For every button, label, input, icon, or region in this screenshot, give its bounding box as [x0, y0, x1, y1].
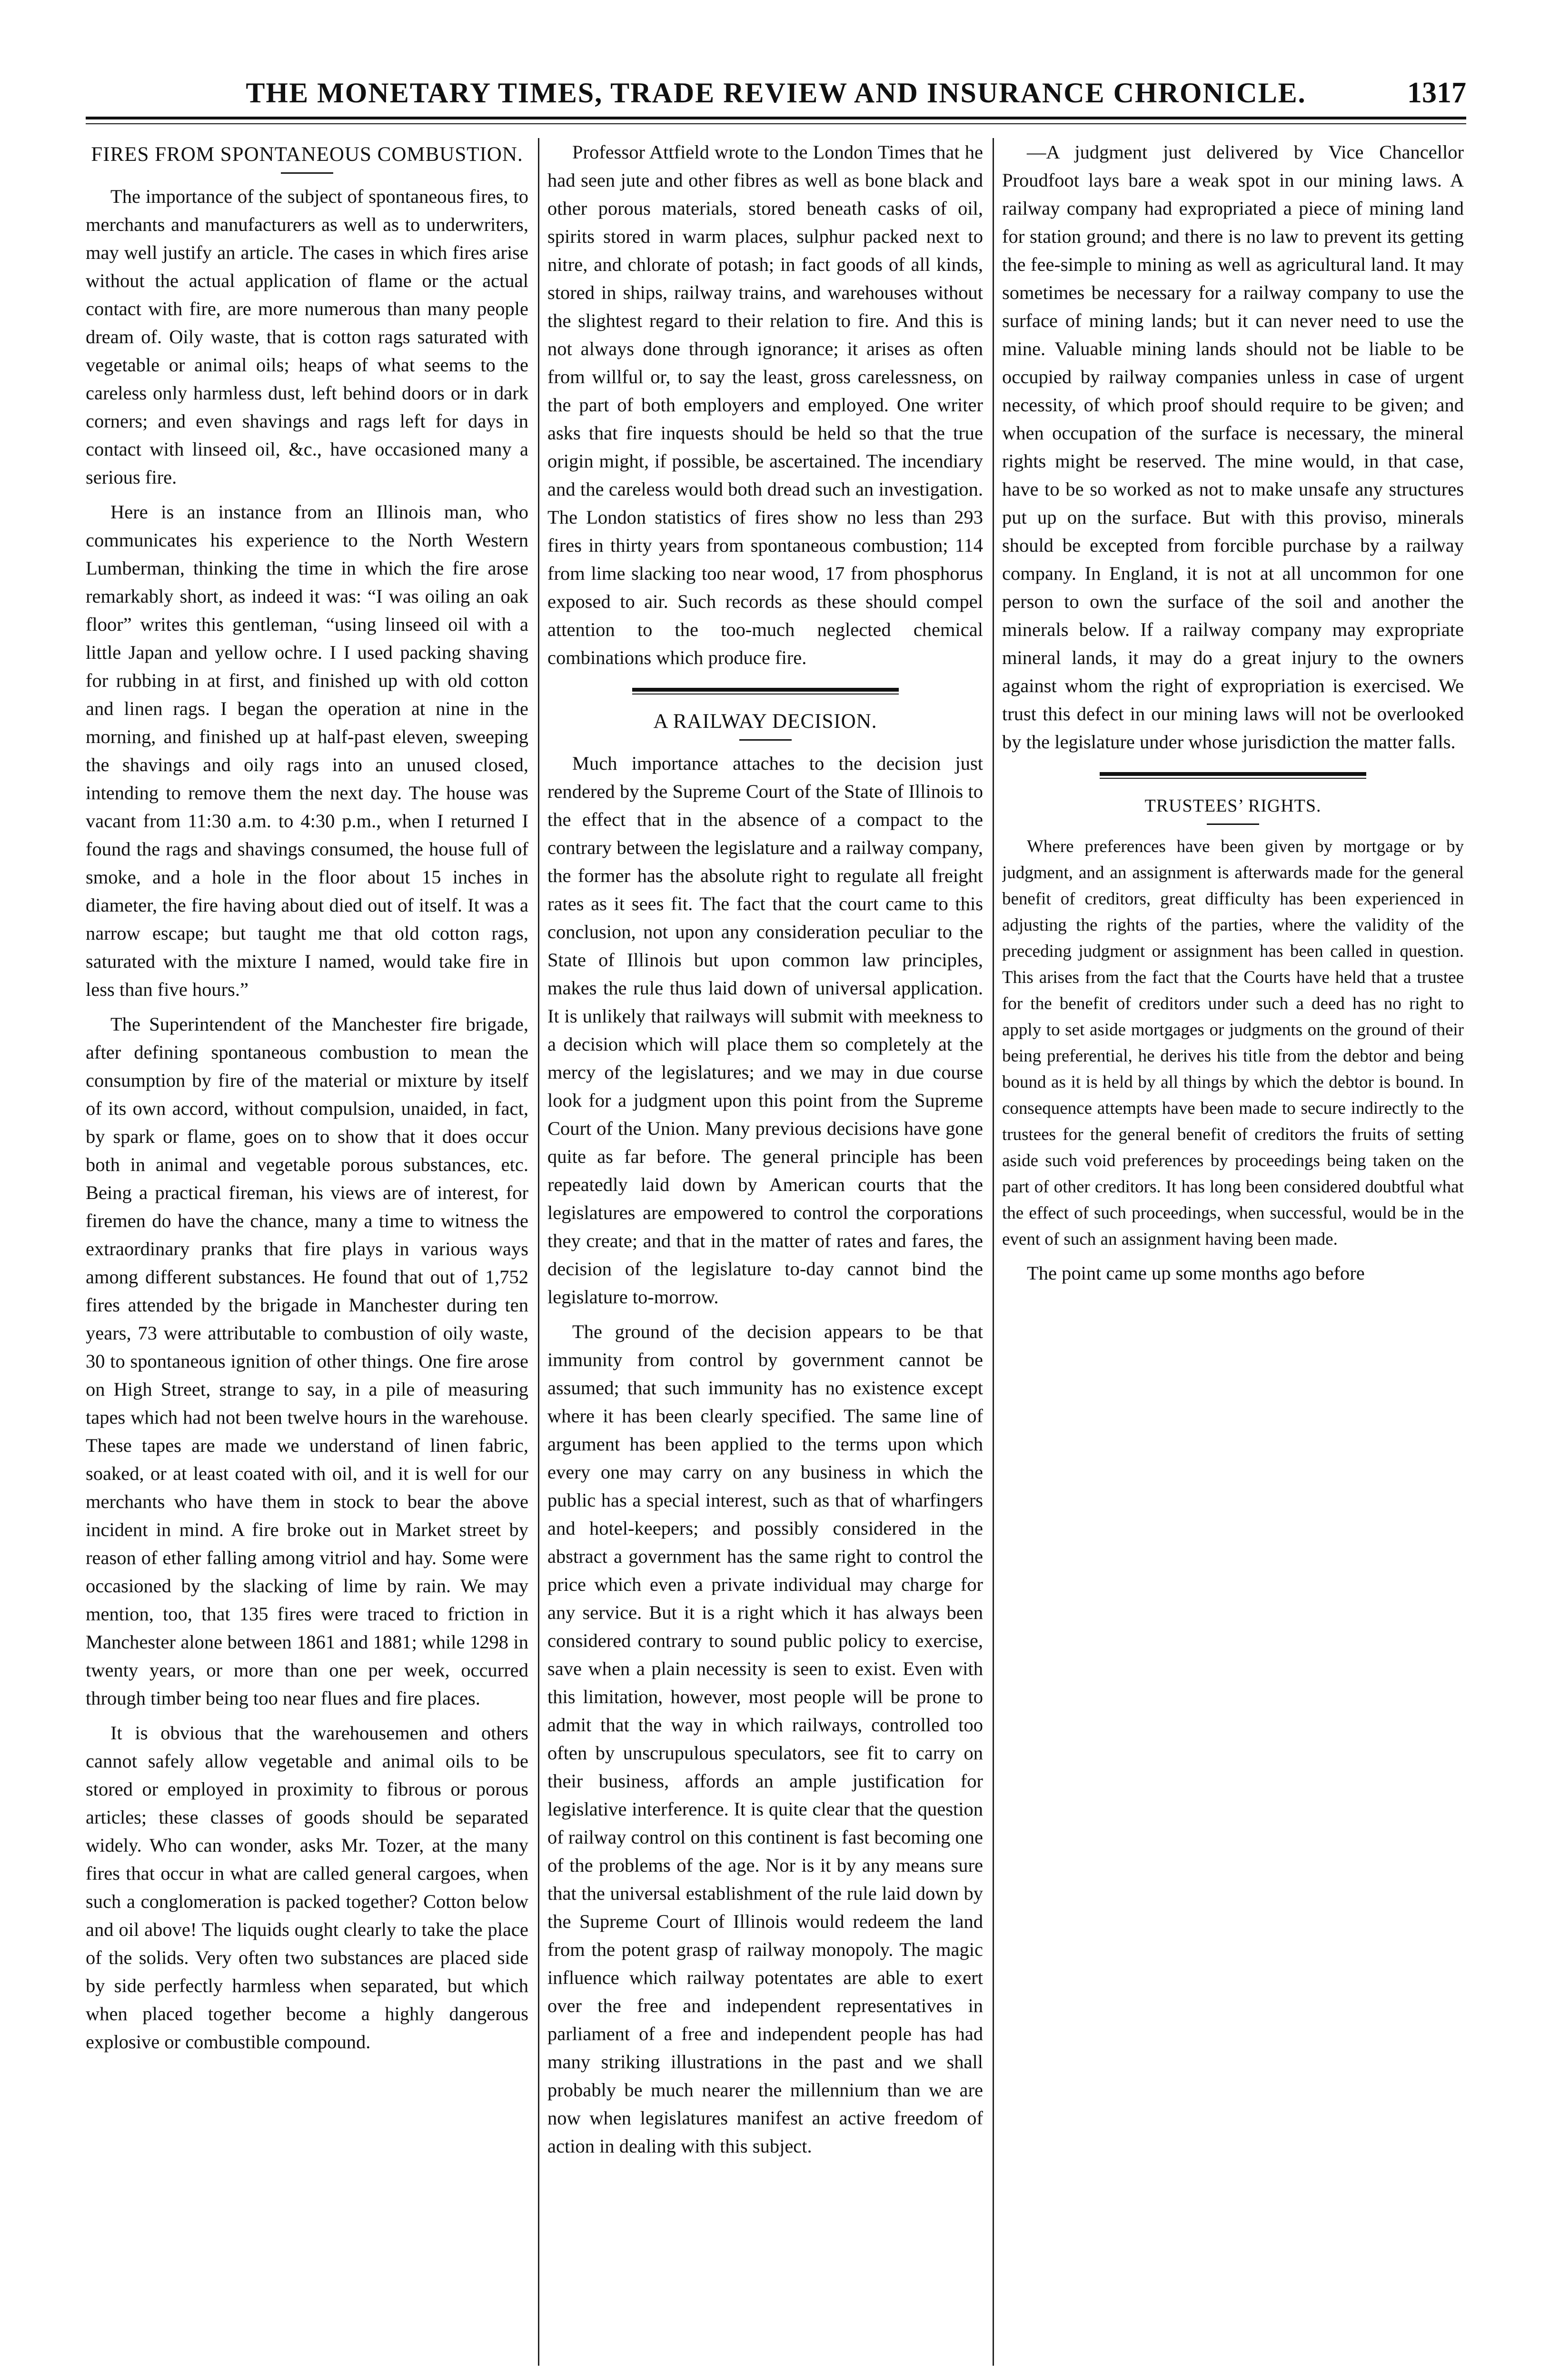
- fires-paragraph: Professor Attfield wrote to the London Times that he had seen jute and other fibres as well as bone black and other porous materials, stored beneath casks of oil, spirits stored in warm places, sulphur packed next to nitre, and chlorate of potash; in fact goods of all kinds, stored in ships, railway trains, and warehouses without the slightest regard to their relation to fire. And this is not always done through ignorance; it arises as often from willful or, to say the least, gross carelessness, on the part of both employers and employed. One writer asks that fire inquests should be held so that the true origin might, if possible, be ascertained. The incendiary and the careless would both dread such an investigation. The London statistics of fires show no less than 293 fires in thirty years from spontaneous combustion; 114 from lime slacking too near wood, 17 from phosphorus exposed to air. Such records as these should compel attention to the too-much neglected chemical combinations which produce fire.: [547, 141, 983, 668]
- column-3: [1002, 138, 1464, 2366]
- newspaper-title: THE MONETARY TIMES, TRADE REVIEW AND INSURANCE CHRONICLE.: [246, 77, 1306, 109]
- section-divider: [632, 688, 899, 694]
- masthead: [86, 71, 1466, 114]
- column-1: [86, 138, 528, 2366]
- railway-paragraph: The ground of the decision appears to be that immunity from control by government cannot be assumed; that such immunity has no existence except where it has been clearly specified. The same line of argument has been applied to the terms upon which every one may carry on any business in which the public has a special interest, such as that of wharfingers and hotel-keepers; and possibly considered in the abstract a government has the same right to control the price which even a private individual may charge for any service. But it is a right which it has always been considered contrary to sound public policy to exercise, save when a plain necessity is seen to exist. Even with this limitation, however, most people will be prone to admit that the way in which railways, controlled too often by unscrupulous speculators, see fit to carry on their business, affords an ample justification for legislative interference. It is quite clear that the question of railway control on this continent is fast becoming one of the problems of the age. Nor is it by any means sure that the universal establishment of the rule laid down by the Supreme Court of Illinois would redeem the land from the potent grasp of railway monopoly. The magic influence which railway potentates are able to exert over the free and independent representatives in parliament of a free and independent people has had many striking illustrations in the past and we shall probably be much nearer the millennium than we are now when legislatures manifest an active freedom of action in dealing with this subject.: [547, 1321, 983, 2157]
- trustees-paragraph: Where preferences have been given by mortgage or by judgment, and an assignment is afterwards made for the general benefit of creditors, great difficulty has been experienced in adjusting the rights of the parties, where the validity of the preceding judgment or assignment has been called in question. This arises from the fact that the Courts have held that a trustee for the benefit of creditors under such a deed has no right to apply to set aside mortgages or judgments on the ground of their being preferential, he derives his title from the debtor and being bound as it is held by all things by which the debtor is bound. In consequence attempts have been made to secure indirectly to the trustees for the general benefit of creditors the fruits of setting aside such void preferences by proceedings being taken on the part of other creditors. It has long been considered doubtful what the effect of such proceedings, when successful, would be in the event of such an assignment having been made.: [1002, 837, 1464, 1249]
- mining-paragraph: —A judgment just delivered by Vice Chancellor Proudfoot lays bare a weak spot in our mining laws. A railway company had expropriated a piece of mining land for station ground; and there is no law to prevent its getting the fee-simple to mining as well as agricultural land. It may sometimes be necessary for a railway company to use the surface of mining lands; but it can never need to use the mine. Valuable mining lands should not be liable to be occupied by railway companies unless in case of urgent necessity, of which proof should require to be given; and when occupation of the surface is necessary, the mineral rights might be reserved. The mine would, in that case, have to be so worked as not to make unsafe any structures put up on the surface. But with this proviso, minerals should be excepted from forcible purchase by a railway company. In England, it is not at all uncommon for one person to own the surface of the soil and another the minerals below. If a railway company may expropriate mineral lands, it may do a great injury to the owners against whom the right of expropriation is exercised. We trust this defect in our mining laws will not be overlooked by the legislature under whose jurisdiction the matter falls.: [1002, 141, 1464, 753]
- fires-paragraph: The importance of the subject of spontaneous fires, to merchants and manufacturers as well as to underwriters, may well justify an article. The cases in which fires arise without the actual application of flame or the actual contact with fire, are more numerous than many people dream of. Oily waste, that is cotton rags saturated with vegetable or animal oils; heaps of what seems to the careless only harmless dust, left behind doors or in dark corners; and even shavings and rags left for days in contact with linseed oil, &c., have occasioned many a serious fire.: [86, 186, 528, 488]
- title-rule: [739, 739, 792, 741]
- railway-paragraph: Much importance attaches to the decision just rendered by the Supreme Court of the State of Illinois to the effect that in the absence of a compact to the contrary between the legislature and a railway company, the former has the absolute right to regulate all freight rates as it sees fit. The fact that the court came to this conclusion, not upon any consideration peculiar to the State of Illinois but upon common law principles, makes the rule thus laid down of universal application. It is unlikely that railways will submit with meekness to a decision which will place them so completely at the mercy of the legislatures; and we may in due course look for a judgment upon this point from the Supreme Court of the Union. Many previous decisions have gone quite as far before. The general principle has been repeatedly laid down by American courts that the legislatures are empowered to control the corporations they create; and that in the matter of rates and fares, the decision of the legislature to-day cannot bind the legislature to-morrow.: [547, 753, 983, 1308]
- column-divider: [993, 138, 994, 2366]
- header-rule: [86, 117, 1466, 124]
- fires-paragraph: The Superintendent of the Manchester fire brigade, after defining spontaneous combustion to mean the consumption by fire of the material or mixture by itself of its own accord, without compulsion, unaided, in fact, by spark or flame, goes on to show that it does occur both in animal and vegetable porous substances, etc. Being a practical fireman, his views are of interest, for firemen do have the chance, many a time to witness the extraordinary pranks that fire plays in various ways among different substances. He found that out of 1,752 fires attended by the brigade in Manchester during ten years, 73 were attributable to combustion of oily waste, 30 to spontaneous ignition of other things. One fire arose on High Street, strange to say, in a pile of measuring tapes which had not been twelve hours in the warehouse. These tapes are made we understand of linen fabric, soaked, or at least coated with oil, and it is well for our merchants who have them in stock to bear the above incident in mind. A fire broke out in Market street by reason of ether falling among vitriol and hay. Some were occasioned by the slacking of lime by rain. We may mention, too, that 135 fires were traced to friction in Manchester alone between 1861 and 1881; while 1298 in twenty years, or more than one per week, occurred through timber being too near flues and fire places.: [86, 1013, 528, 1709]
- column-divider: [538, 138, 539, 2366]
- column-2: [547, 138, 983, 2366]
- fires-paragraph: It is obvious that the warehousemen and others cannot safely allow vegetable and animal oils to be stored or employed in proximity to fibrous or porous articles; these classes of goods should be separated widely. Who can wonder, asks Mr. Tozer, at the many fires that occur in what are called general cargoes, when such a conglomeration is packed together? Cotton below and oil above! The liquids ought clearly to take the place of the solids. Very often two substances are placed side by side perfectly harmless when separated, but which when placed together become a highly dangerous explosive or combustible compound.: [86, 1722, 528, 2053]
- section-divider: [1100, 772, 1366, 779]
- title-rule: [281, 172, 333, 174]
- page-number: 1317: [1407, 77, 1466, 109]
- title-rule: [1207, 823, 1259, 825]
- fires-paragraph: Here is an instance from an Illinois man, who communicates his experience to the North Western Lumberman, thinking the time in which the fire arose remarkably short, as indeed it was: “I was oiling an oak floor” writes this gentleman, “using linseed oil with a little Japan and yellow ochre. I I used packing shaving for rubbing in at first, and finished up with old cotton and linen rags. I began the operation at nine in the morning, and finished up at half-past eleven, sweeping the shavings and oily rags into an unused closed, intending to remove them the next day. The house was vacant from 11:30 a.m. to 4:30 p.m., when I returned I found the rags and shavings consumed, the house full of smoke, and a hole in the floor about 15 inches in diameter, the fire having about died out of itself. It was a narrow escape; but taught me that old cotton rags, saturated with the mixture I named, would take fire in less than five hours.”: [86, 501, 528, 1000]
- fires-article-title: FIRES FROM SPONTANEOUS COMBUSTION.: [91, 143, 523, 166]
- trustees-paragraph: The point came up some months ago before: [1027, 1262, 1365, 1284]
- railway-article-title: A RAILWAY DECISION.: [653, 710, 877, 733]
- trustees-article-title: TRUSTEES’ RIGHTS.: [1144, 796, 1322, 816]
